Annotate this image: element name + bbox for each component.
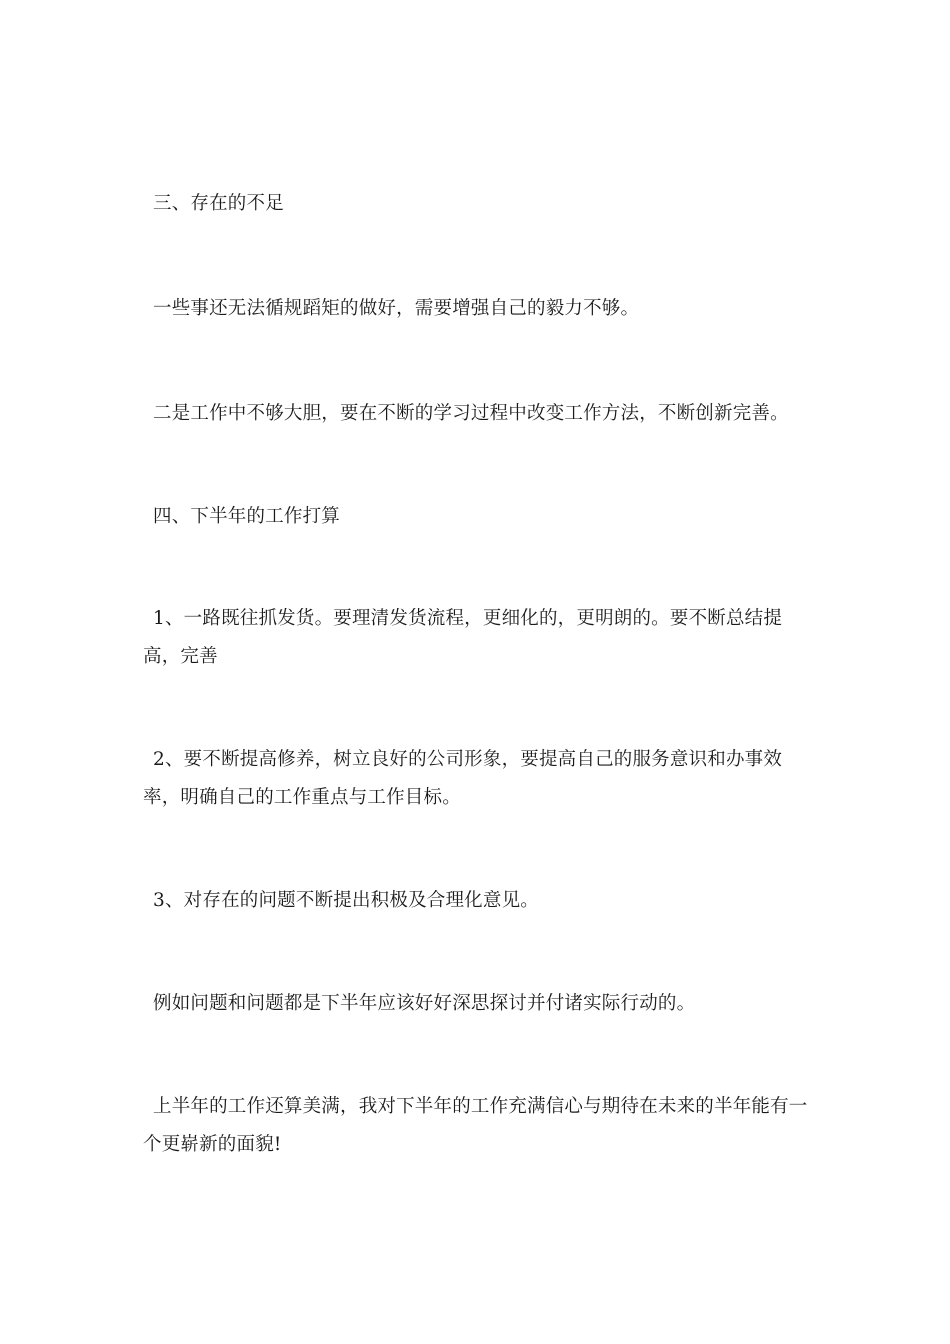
paragraph-plan-3: 3、对存在的问题不断提出积极及合理化意见。 (153, 890, 539, 911)
paragraph-plan-1: 1、一路既往抓发货。要理清发货流程，更细化的，更明朗的。要不断总结提高，完善 (143, 608, 783, 667)
paragraph-plan-2: 2、要不断提高修养，树立良好的公司形象，要提高自己的服务意识和办事效率，明确自己的工作重点与工作目标。 (143, 749, 783, 808)
paragraph-conclusion: 上半年的工作还算美满，我对下半年的工作充满信心与期待在未来的半年能有一个更崭新的面貌! (143, 1096, 808, 1155)
section-heading-shortcomings: 三、存在的不足 (153, 193, 284, 214)
paragraph-shortcoming-2: 二是工作中不够大胆，要在不断的学习过程中改变工作方法，不断创新完善。 (153, 403, 789, 424)
paragraph-example: 例如问题和问题都是下半年应该好好深思探讨并付诸实际行动的。 (153, 993, 696, 1014)
section-heading-plans: 四、下半年的工作打算 (153, 506, 341, 527)
paragraph-shortcoming-1: 一些事还无法循规蹈矩的做好，需要增强自己的毅力不够。 (153, 298, 640, 319)
